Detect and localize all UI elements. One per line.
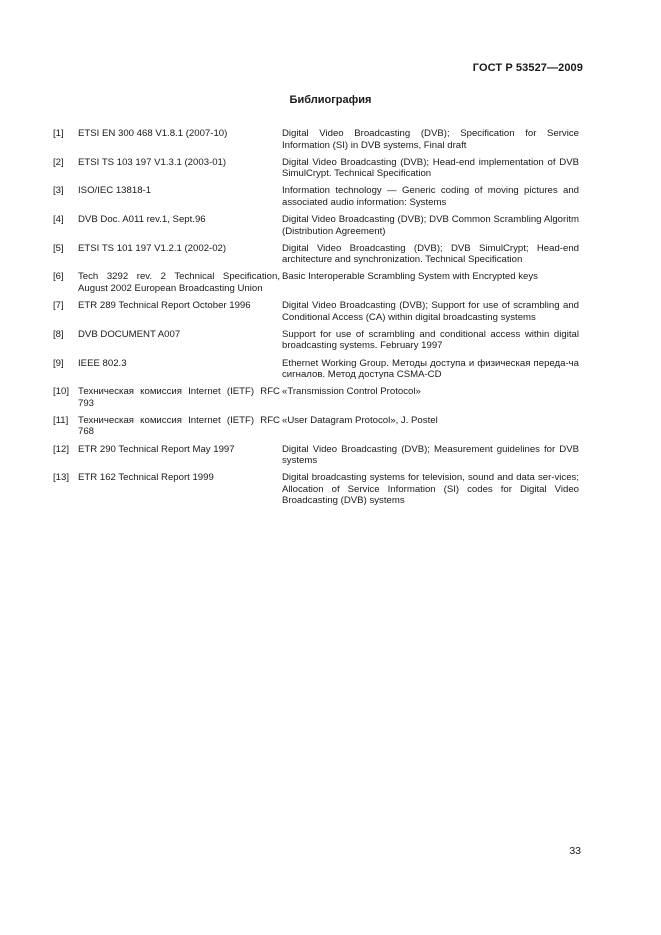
bibliography-entry: [53, 444, 579, 467]
entry-number: [12]: [53, 443, 70, 455]
entry-source: ETSI EN 300 468 V1.8.1 (2007-10): [78, 128, 228, 139]
entry-number: [9]: [53, 357, 64, 369]
entry-title: Digital Video Broadcasting (DVB); DVB Common Scrambling Algoritm (Distribution Agreement): [282, 214, 579, 237]
document-code: ГОСТ Р 53527—2009: [472, 62, 583, 74]
bibliography-entry: [53, 358, 579, 381]
entry-title: Digital Video Broadcasting (DVB); Head-end implementation of DVB SimulCrypt. Technical Specification: [282, 156, 579, 180]
entry-number: [6]: [53, 271, 64, 283]
entry-title: Digital Video Broadcasting (DVB); Specification for Service Information (SI) in DVB systems, Final draft: [282, 128, 579, 151]
bibliography-list: [53, 128, 579, 513]
entry-title: Support for use of scrambling and conditional access within digital broadcasting systems. February 1997: [282, 328, 579, 352]
bibliography-entry: [53, 386, 579, 409]
bibliography-entry: [53, 271, 579, 294]
entry-source: IEEE 802.3: [78, 357, 127, 369]
entry-source: Tech 3292 rev. 2 Technical Specification, August 2002 European Broadcasting Union: [78, 271, 280, 295]
entry-source: ISO/IEC 13818-1: [78, 185, 152, 197]
entry-title: «Transmission Control Protocol»: [282, 386, 421, 398]
bibliography-entry: [53, 415, 579, 438]
bibliography-heading: Библиография: [289, 94, 372, 106]
entry-number: [13]: [53, 472, 70, 484]
entry-title: Digital broadcasting systems for television, sound and data ser-vices; Allocation of Service Information (SI) codes for Digital Video Broadcasting (DVB) systems: [282, 472, 579, 507]
bibliography-entry: [53, 128, 579, 151]
entry-number: [11]: [53, 414, 69, 426]
bibliography-entry: [53, 329, 579, 352]
entry-number: [5]: [53, 242, 64, 254]
entry-source: Техническая комиссия Internet (IETF) RFC 793: [78, 386, 280, 409]
bibliography-entry: [53, 300, 579, 323]
entry-source: ETR 162 Technical Report 1999: [78, 472, 214, 484]
entry-source: Техническая комиссия Internet (IETF) RFC 768: [78, 414, 280, 438]
entry-source: ETSI TS 103 197 V1.3.1 (2003-01): [78, 156, 227, 168]
bibliography-entry: [53, 157, 579, 180]
entry-title: «User Datagram Protocol», J. Postel: [282, 414, 438, 426]
entry-source: DVB Doc. A011 rev.1, Sept.96: [78, 214, 206, 226]
bibliography-entry: [53, 214, 579, 237]
entry-title: Digital Video Broadcasting (DVB); Measurement guidelines for DVB systems: [282, 443, 579, 467]
entry-title: Digital Video Broadcasting (DVB); DVB SimulCrypt; Head-end architecture and synchronization. Technical Specification: [282, 242, 579, 266]
entry-number: [7]: [53, 300, 64, 312]
entry-title: Digital Video Broadcasting (DVB); Support for use of scrambling and Conditional Access (CA) within digital broadcasting systems: [282, 300, 579, 323]
entry-source: ETSI TS 101 197 V1.2.1 (2002-02): [78, 242, 227, 254]
entry-number: [2]: [53, 156, 64, 168]
entry-number: [3]: [53, 185, 64, 197]
entry-number: [4]: [53, 214, 64, 226]
entry-number: [1]: [53, 128, 64, 139]
bibliography-entry: [53, 472, 579, 507]
bibliography-entry: [53, 185, 579, 208]
entry-title: Ethernet Working Group. Методы доступа и физическая переда-ча сигналов. Метод доступа CSMA-CD: [282, 357, 579, 381]
page-number: 33: [569, 845, 581, 857]
entry-number: [10]: [53, 386, 70, 398]
entry-title: Information technology — Generic coding of moving pictures and associated audio information: Systems: [282, 185, 579, 208]
entry-source: ETR 290 Technical Report May 1997: [78, 443, 235, 455]
entry-source: ETR 289 Technical Report October 1996: [78, 300, 251, 312]
bibliography-entry: [53, 243, 579, 266]
entry-number: [8]: [53, 328, 64, 340]
entry-source: DVB DOCUMENT A007: [78, 328, 181, 340]
entry-title: Basic Interoperable Scrambling System with Encrypted keys: [282, 271, 538, 283]
